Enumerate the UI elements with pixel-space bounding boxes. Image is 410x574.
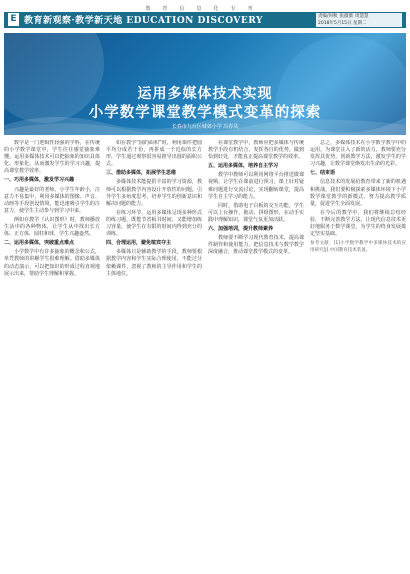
editor-line xyxy=(318,13,371,27)
editor-1: 责编/何秋 xyxy=(318,14,338,19)
section-heading: 三、借助多媒体，拓展学生思维 xyxy=(106,170,177,177)
paragraph: 教学中教师可以利用网络平台推送微课视频，让学生在课前进行预习，课上针对疑难问题进行交流讨论，实现翻转课堂，提高学生自主学习的能力。 xyxy=(208,172,304,200)
paragraph: 同时，借助电子白板的交互功能，学生可以上台操作，拖动、拼组图形，在动手实践中理解知识，课堂气氛更加活跃。 xyxy=(208,202,304,223)
editor-2: 张薇薇 xyxy=(339,14,354,19)
text-column-3 xyxy=(208,140,304,570)
reference-text: 参考文献：[1]小学数学教学中多媒体技术的应用研究[J].中国教育技术装备。 xyxy=(310,241,406,254)
paragraph: 教师要不断学习现代教育技术，提高课件制作和使用能力，把信息技术与数学教学深度融合，推动课堂教学模式的变革。 xyxy=(208,235,304,256)
article-title-line2: 小学数学课堂教学模式变革的探索 xyxy=(88,105,322,121)
paragraph: 多媒体技术能提供丰富的学习资源，教师可以根据教学内容设计开放性的问题，引导学生多角度思考，培养学生的创新意识和解决问题的能力。 xyxy=(106,179,202,207)
text-column-2 xyxy=(106,140,202,570)
logo-icon: E xyxy=(8,13,19,26)
article-body xyxy=(4,140,406,570)
section-heading: 一、巧用多媒体，激发学习兴趣 xyxy=(4,177,75,184)
paragraph: 数学是一门逻辑性较强的学科，在传统的小学数学课堂中，学生往往感觉抽象难懂。运用多媒体技术可以把抽象的知识具体化、形象化，从而激发学生的学习兴趣，提高课堂教学效率。 xyxy=(4,140,100,175)
paragraph: 在今后的教学中，我们将继续总结经验，不断完善教学方法，让现代信息技术更好地服务于数学课堂，为学生的终身发展奠定坚实基础。 xyxy=(310,209,406,238)
paragraph: 如在教学“圆的面积”时，利用课件把圆平均分成若干份，再拼成一个近似的长方形，学生通过观察很容易推导出圆的面积公式。 xyxy=(106,140,202,168)
section-heading: 四、合理运用，避免喧宾夺主 xyxy=(106,240,172,247)
section-heading: 七、结束语 xyxy=(310,170,336,177)
section-heading: 五、运用多媒体，培养自主学习 xyxy=(208,163,279,170)
masthead-title: 教育新观察·教学新天地 EDUCATION DISCOVERY xyxy=(24,16,263,26)
column-line: 教育信息化专刊 xyxy=(145,6,265,12)
section-heading: 六、加强培训，提升教师素养 xyxy=(208,226,274,233)
paragraph: 在课堂教学中，教师应把多媒体与传统教学手段有机结合，发挥各自的优势，做到恰到好处，才能真正提高课堂教学的效率。 xyxy=(208,140,304,161)
article-banner xyxy=(4,33,406,135)
masthead xyxy=(4,12,406,28)
masthead-meta-box xyxy=(316,13,402,27)
article-author: 长春市九台区城郊小学 冯春凤 xyxy=(171,124,239,130)
paragraph: 信息技术的发展给教育带来了新的机遇和挑战，我们要积极探索多媒体环境下小学数学课堂教学的新模式，努力提高教学质量，促进学生全面发展。 xyxy=(310,179,406,207)
article-title-line1: 运用多媒体技术实现 xyxy=(137,86,273,102)
text-column-1 xyxy=(4,140,100,570)
paragraph: 在练习环节，运用多媒体呈现多种形式的练习题，既能节省板书时间，又能增加练习容量，使学生在有限的时间内得到充分的训练。 xyxy=(106,209,202,238)
paragraph: 小学数学中有许多抽象的概念和公式，单凭教师的讲解学生很难理解。借助多媒体的动态演示，可以把知识的形成过程直观地展示出来，帮助学生理解和掌握。 xyxy=(4,249,100,277)
paragraph: 总之，多媒体技术在小学数学教学中的运用，为课堂注入了新的活力。教师要充分发挥其优势，创新教学方法，激发学生的学习兴趣，让数学课堂焕发出生命的光彩。 xyxy=(310,140,406,168)
section-heading: 二、运用多媒体，突破重点难点 xyxy=(4,240,75,247)
editor-3: 周慧慧 xyxy=(355,14,369,19)
paragraph: 例如在教学《认识图形》时，教师播放生活中的各种物体，让学生从中找出长方体、正方体、圆柱和球，学生兴趣盎然。 xyxy=(4,216,100,238)
paragraph: 兴趣是最好的老师。小学生年龄小，注意力不易集中，利用多媒体的图像、声音、动画等手段创设情境，能迅速吸引学生的注意力，使学生主动参与到学习中来。 xyxy=(4,186,100,214)
issue-date: 2018年5月15日 星期二 xyxy=(318,21,367,26)
text-column-4 xyxy=(310,140,406,570)
paragraph: 多媒体只是辅助教学的手段，教师要根据教学内容和学生实际合理使用，不能过分依赖课件，忽视了教师的主导作用和学生的主体地位。 xyxy=(106,249,202,277)
